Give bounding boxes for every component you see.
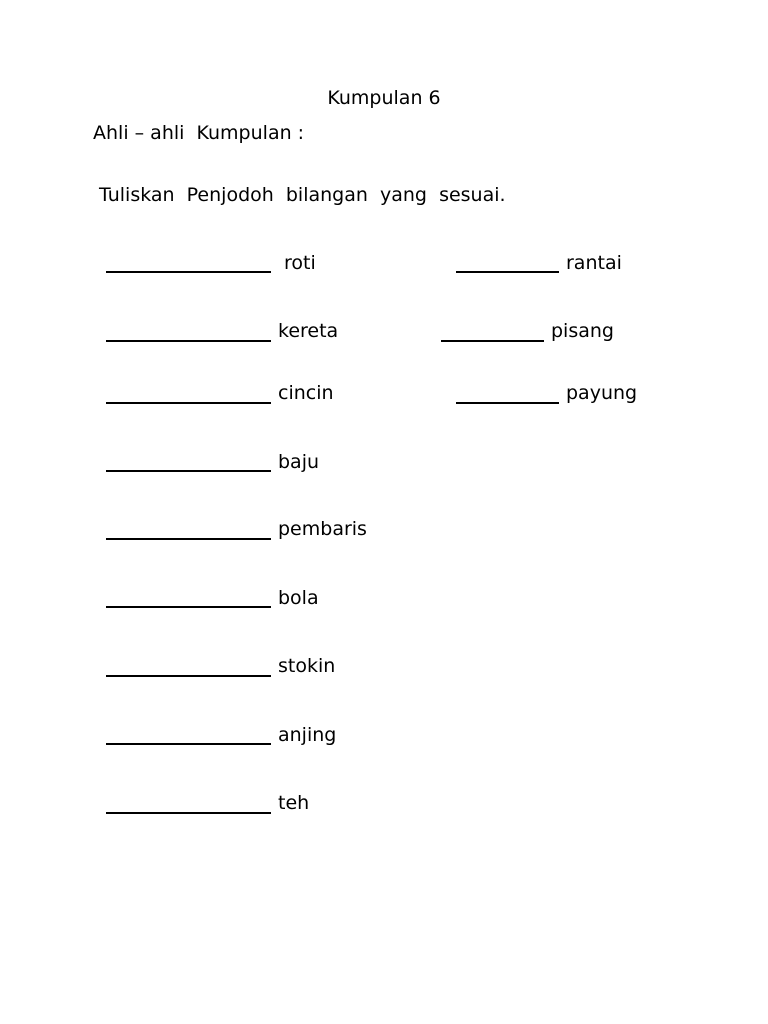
worksheet-title: Kumpulan 6 [327,87,441,109]
item-word: teh [278,792,310,814]
item-word: cincin [278,382,334,404]
answer-blank[interactable] [106,606,271,608]
answer-blank[interactable] [456,271,559,273]
group-members-label: Ahli – ahli Kumpulan : [93,122,305,144]
answer-blank[interactable] [106,340,271,342]
answer-blank[interactable] [441,340,544,342]
item-word: pisang [551,320,614,342]
item-word: pembaris [278,518,367,540]
item-word: bola [278,587,319,609]
answer-blank[interactable] [456,402,559,404]
item-word: anjing [278,724,337,746]
item-word: roti [284,252,316,274]
answer-blank[interactable] [106,812,271,814]
item-word: payung [566,382,638,404]
item-word: rantai [566,252,622,274]
answer-blank[interactable] [106,675,271,677]
instruction-text: Tuliskan Penjodoh bilangan yang sesuai. [99,184,506,206]
answer-blank[interactable] [106,538,271,540]
answer-blank[interactable] [106,271,271,273]
answer-blank[interactable] [106,402,271,404]
item-word: kereta [278,320,339,342]
item-word: stokin [278,655,336,677]
answer-blank[interactable] [106,743,271,745]
item-word: baju [278,451,320,473]
answer-blank[interactable] [106,470,271,472]
